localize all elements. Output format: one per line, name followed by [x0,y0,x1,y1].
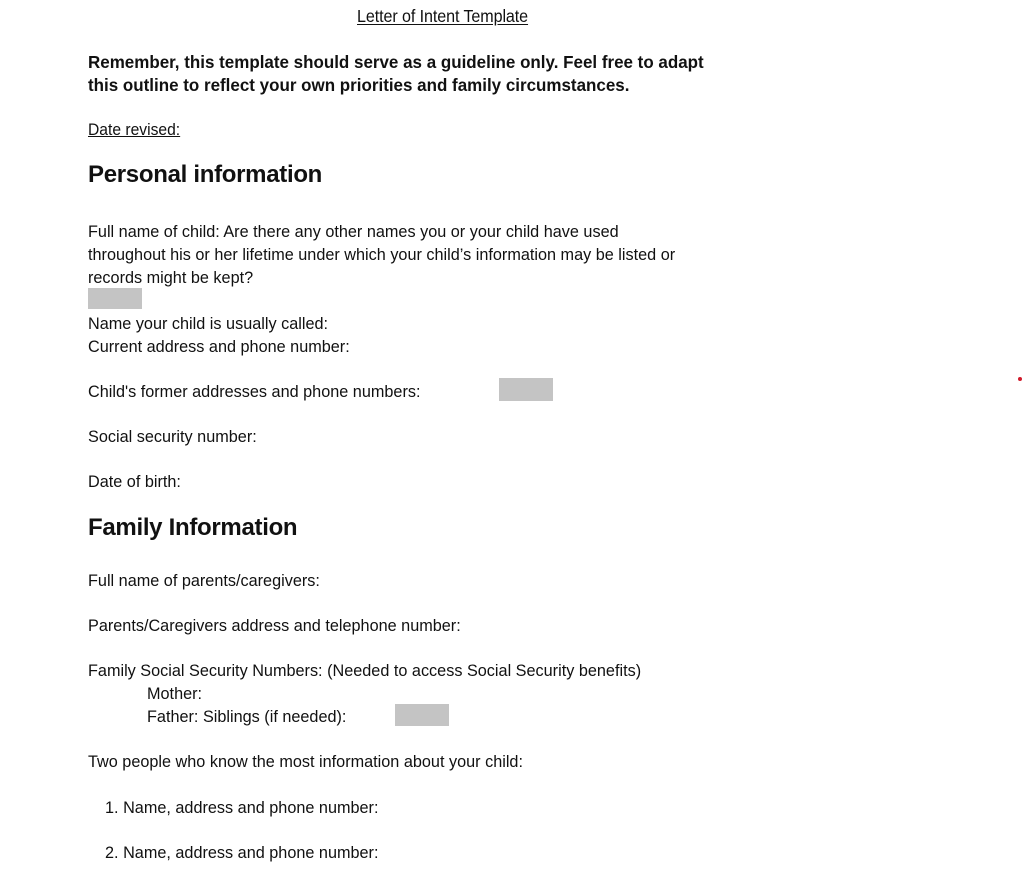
contact-number: 2. [105,843,119,862]
father-siblings-field: Father: Siblings (if needed): [147,707,347,726]
contact-number: 1. [105,798,119,817]
heading-family-information: Family Information [88,514,298,541]
mother-ssn-field: Mother: [147,684,203,703]
usually-called-field: Name your child is usually called: [88,314,329,333]
date-of-birth-field: Date of birth: [88,472,181,491]
family-ssn-field: Family Social Security Numbers: (Needed to access Social Security benefits) [88,661,642,680]
date-revised-label: Date revised: [88,120,181,139]
current-address-field: Current address and phone number: [88,337,350,356]
parents-name-field: Full name of parents/caregivers: [88,571,320,590]
full-name-of-child-paragraph [88,220,814,289]
heading-personal-information: Personal information [88,161,323,188]
contact-item-1 [105,796,378,819]
parents-address-field: Parents/Caregivers address and telephone number: [88,616,461,635]
intro-line-2: this outline to reflect your own priorities and family circumstances. [88,75,630,95]
former-addresses-field: Child's former addresses and phone numbers: [88,382,421,401]
full-name-line-1: Full name of child: Are there any other names you or your child have used [88,222,619,241]
social-security-field: Social security number: [88,427,257,446]
intro-line-1: Remember, this template should serve as a guideline only. Feel free to adapt [88,52,704,72]
redacted-box-other-names [88,288,142,309]
contact-item-2 [105,841,378,864]
full-name-line-3: records might be kept? [88,268,254,287]
document-title: Letter of Intent Template [357,6,529,26]
intro-note [88,51,806,97]
contact-label: Name, address and phone number: [123,798,379,817]
date-revised-field [88,120,191,140]
redacted-box-former-addresses [499,378,553,401]
red-marker-dot [1018,377,1022,381]
contact-label: Name, address and phone number: [123,843,379,862]
two-people-field: Two people who know the most information about your child: [88,752,523,771]
redacted-box-siblings [395,704,449,726]
full-name-line-2: throughout his or her lifetime under which your child’s information may be listed or [88,245,676,264]
